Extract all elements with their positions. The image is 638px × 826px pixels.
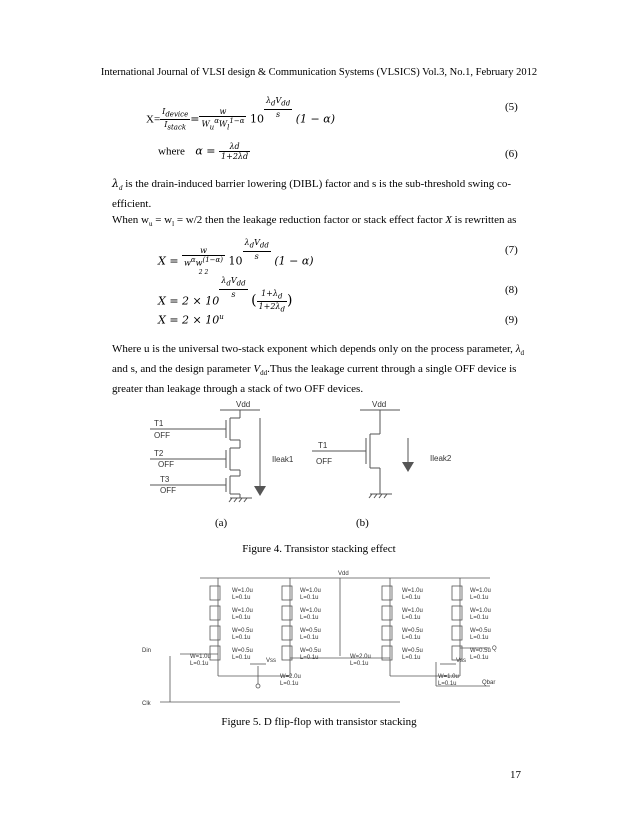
figure-5-d-flip-flop — [140, 566, 520, 708]
fig5-vdd: Vdd — [338, 571, 349, 577]
fig5-clk: Clk — [142, 701, 151, 707]
fig5-l-label: L=0.1u — [300, 595, 319, 601]
equation-8-number: (8) — [505, 284, 518, 296]
fig5-w-label: W=1.0u — [232, 608, 253, 614]
page-number: 17 — [510, 769, 521, 781]
fig5-w-label: W=1.0u — [438, 674, 459, 680]
fig4a-vdd: Vdd — [236, 400, 251, 409]
equation-6-number: (6) — [505, 148, 518, 160]
figure-4-label-b: (b) — [356, 517, 369, 529]
fig4a-ileak1: Ileak1 — [272, 455, 294, 464]
fig4a-t3: T3 — [160, 475, 170, 484]
equation-5-number: (5) — [505, 101, 518, 113]
fig5-w-label: W=0.5u — [232, 628, 253, 634]
eq6-frac: $\frac{\lambda d}{1+2\lambda d}$ — [221, 142, 249, 161]
fig4a-t2: T2 — [154, 449, 164, 458]
eq8-paren-frac: $\frac{1+\lambda_d}{1+2\lambda_d}$ — [258, 288, 285, 314]
fig5-l-label: L=0.1u — [232, 615, 251, 621]
figure-5-caption: Figure 5. D flip-flop with transistor stacking — [221, 716, 417, 728]
fig5-l-label: L=0.1u — [470, 595, 489, 601]
fig5-w-label: W=1.0u — [300, 588, 321, 594]
equation-7: X = w $w^\alpha w^{(1-\alpha)}$ 2 2 10 $\frac{\lambda_dV_{dd}}{s}$ (1 − α) — [158, 238, 314, 277]
figure-4-label-a: (a) — [215, 517, 228, 529]
fig5-w-label: W=1.0u — [402, 608, 423, 614]
figure-4-transistor-stacking — [140, 398, 480, 508]
journal-header: International Journal of VLSI design & Communication Systems (VLSICS) Vol.3, No.1, February 2012 — [100, 67, 538, 78]
paragraph-where-u: Where u is the universal two-stack exponent which depends only on the process parameter, $\lambda_d$ and s, and the design parameter $V_{dd}.Thus$ the leakage current through a single OFF device is greater than leakage through a stack of two OFF devices. — [112, 343, 524, 396]
fig5-l-label: L=0.1u — [470, 635, 489, 641]
ileak2-arrowhead — [402, 462, 414, 472]
fig5-din: Din — [142, 648, 152, 654]
equation-9: $X = 2 \times 10^u$ — [158, 313, 224, 327]
fig5-w-label: W=0.5u — [300, 628, 321, 634]
figure-4-caption: Figure 4. Transistor stacking effect — [242, 543, 396, 555]
fig4b-t1-state: OFF — [316, 457, 332, 466]
fig5-l-label: L=0.1u — [232, 595, 251, 601]
paragraph-when: When $w_u = w_l = w/2$ then the leakage reduction factor or stack effect factor X is rewritten as — [112, 214, 517, 229]
fig4b-ileak2: Ileak2 — [430, 454, 452, 463]
fig5-w-label: W=1.0u — [232, 588, 253, 594]
fig5-w-label: W=1.0u — [190, 654, 211, 660]
fig5-w-label: W=0.5u — [470, 648, 491, 654]
fig5-l-label: L=0.1u — [350, 661, 369, 667]
fig5-w-label: W=1.0u — [300, 608, 321, 614]
fig4b-vdd: Vdd — [372, 400, 387, 409]
fig5-vss-left: Vss — [266, 658, 277, 664]
fig5-l-label: L=0.1u — [402, 595, 421, 601]
fig5-w-label: W=1.0u — [470, 588, 491, 594]
fig5-l-label: L=0.1u — [232, 655, 251, 661]
fig5-l-label: L=0.1u — [300, 635, 319, 641]
fig5-l-label: L=0.1u — [470, 615, 489, 621]
fig5-w-label: W=0.5u — [470, 628, 491, 634]
fig5-w-label: W=0.5u — [402, 628, 423, 634]
fig5-l-label: L=0.1u — [300, 615, 319, 621]
fig5-l-label: L=0.1u — [280, 681, 299, 687]
eq8-exponent: $\frac{\lambda_dV_{dd}}{s}$ — [221, 276, 246, 299]
fig5-l-label: L=0.1u — [402, 655, 421, 661]
fig4a-t1-state: OFF — [154, 431, 170, 440]
equation-6: where α = $\frac{\lambda d}{1+2\lambda d}$ — [158, 142, 249, 161]
fig5-w-label: W=0.5u — [232, 648, 253, 654]
eq7-exponent: $\frac{\lambda_dV_{dd}}{s}$ — [244, 238, 269, 261]
fig5-l-label: L=0.1u — [402, 635, 421, 641]
equation-9-number: (9) — [505, 314, 518, 326]
equation-8: X = 2 × 10 $\frac{\lambda_dV_{dd}}{s}$ ( $\frac{1+\lambda_d}{1+2\lambda_d}$ ) — [158, 276, 293, 314]
ileak1-arrowhead — [254, 486, 266, 496]
fig5-l-label: L=0.1u — [300, 655, 319, 661]
fig5-w-label: W=2.0u — [280, 674, 301, 680]
fig4b-t1: T1 — [318, 441, 328, 450]
fig4a-t1: T1 — [154, 419, 164, 428]
fig5-w-label: W=2.0u — [350, 654, 371, 660]
eq5-frac2: $\frac{w}{W_u^\alpha W_l^{1-\alpha}}$ — [201, 106, 245, 132]
fig5-qbar: Qbar — [482, 680, 496, 686]
fig5-w-label: W=0.5u — [300, 648, 321, 654]
fig4a-t2-state: OFF — [158, 460, 174, 469]
equation-5: X= $\frac{I_{device}}{I_{stack}}$ = $\frac{w}{W_u^\alpha W_l^{1-\alpha}}$ 10 $\frac{\lambda_dV_{dd}}{s}$ (1 − α) — [146, 96, 335, 132]
eq7-frac: w $w^\alpha w^{(1-\alpha)}$ 2 2 — [184, 245, 224, 277]
eq5-exponent: $\frac{\lambda_dV_{dd}}{s}$ — [265, 96, 291, 119]
fig5-w-label: W=1.0u — [402, 588, 423, 594]
fig5-l-label: L=0.1u — [402, 615, 421, 621]
fig5-w-label: W=0.5u — [402, 648, 423, 654]
fig5-w-label: W=1.0u — [470, 608, 491, 614]
fig5-l-label: L=0.1u — [190, 661, 209, 667]
eq5-frac1: $\frac{I_{device}}{I_{stack}}$ — [162, 106, 189, 132]
equation-7-number: (7) — [505, 244, 518, 256]
fig5-l-label: L=0.1u — [470, 655, 489, 661]
paragraph-dibl: $\lambda_d$ is the drain-induced barrier lowering (DIBL) factor and s is the sub-threshold swing co- efficient. — [112, 177, 512, 211]
fig4a-t3-state: OFF — [160, 486, 176, 495]
fig5-l-label: L=0.1u — [438, 681, 457, 687]
fig5-vss-right: Vss — [456, 658, 467, 664]
fig5-l-label: L=0.1u — [232, 635, 251, 641]
fig5-q: Q — [492, 646, 497, 652]
